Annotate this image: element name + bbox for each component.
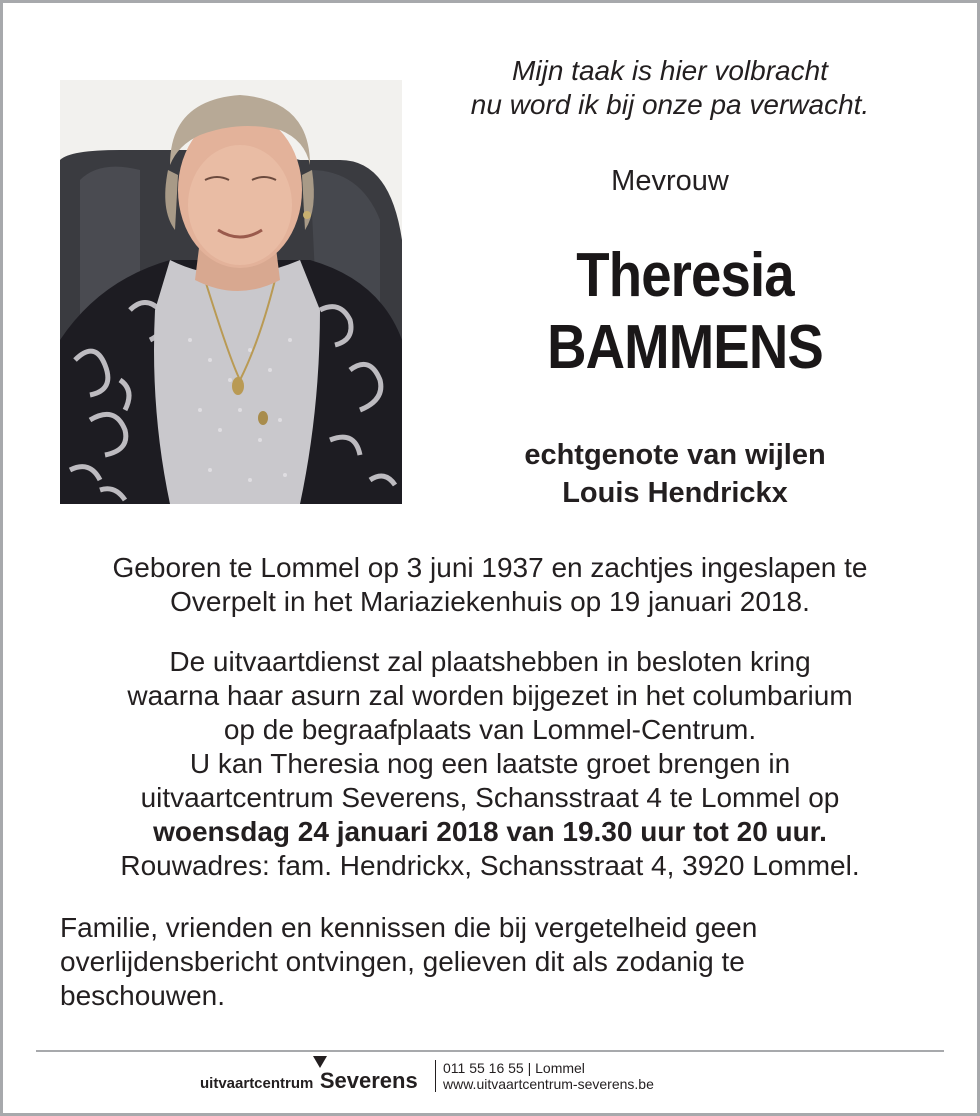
spouse-line-2: Louis Hendrickx — [562, 477, 788, 509]
memorial-quote — [420, 54, 920, 122]
footer-phone: 011 55 16 55 | Lommel — [443, 1060, 585, 1076]
last-name: BAMMENS — [547, 313, 823, 382]
brand-prefix: uitvaartcentrum — [200, 1075, 314, 1092]
portrait-photo — [60, 80, 402, 504]
funeral-line-3: op de begraafplaats van Lommel-Centrum. — [223, 714, 757, 745]
spouse-line-1: echtgenote van wijlen — [524, 439, 826, 471]
footer-contact — [443, 1060, 654, 1092]
funeral-line-5: uitvaartcentrum Severens, Schansstraat 4 te Lommel op — [140, 782, 840, 813]
funeral-date-time: woensdag 24 januari 2018 van 19.30 uur tot 20 uur. — [153, 816, 827, 847]
spouse-info — [440, 436, 910, 512]
footer-website-link[interactable]: www.uitvaartcentrum-severens.be — [443, 1076, 654, 1092]
birth-death-paragraph — [40, 551, 940, 619]
notice-line-3: beschouwen. — [60, 980, 226, 1011]
notice-paragraph — [60, 911, 860, 1013]
notice-line-2: overlijdensbericht ontvingen, gelieven dit als zodanig te — [60, 946, 745, 977]
quote-line-1: Mijn taak is hier volbracht — [512, 55, 828, 86]
funeral-line-4: U kan Theresia nog een laatste groet brengen in — [189, 748, 791, 779]
funeral-line-1: De uitvaartdienst zal plaatshebben in besloten kring — [169, 646, 811, 677]
first-name: Theresia — [576, 241, 794, 310]
quote-line-2: nu word ik bij onze pa verwacht. — [470, 89, 870, 120]
funeral-paragraph — [40, 645, 940, 883]
notice-line-1: Familie, vrienden en kennissen die bij vergetelheid geen — [60, 912, 758, 943]
funeral-line-2: waarna haar asurn zal worden bijgezet in het columbarium — [127, 680, 853, 711]
triangle-mark-icon — [313, 1056, 327, 1068]
birth-death-line-2: Overpelt in het Mariaziekenhuis op 19 januari 2018. — [170, 586, 810, 617]
footer-separator — [435, 1060, 436, 1092]
deceased-name — [505, 240, 866, 384]
brand-name: Severens — [319, 1068, 418, 1093]
mourning-address: Rouwadres: fam. Hendrickx, Schansstraat 4, 3920 Lommel. — [120, 850, 860, 881]
honorific-title: Mevrouw — [611, 165, 729, 197]
footer-divider — [36, 1050, 944, 1052]
funeral-home-logo — [200, 1068, 432, 1096]
birth-death-line-1: Geboren te Lommel op 3 juni 1937 en zachtjes ingeslapen te — [112, 552, 868, 583]
